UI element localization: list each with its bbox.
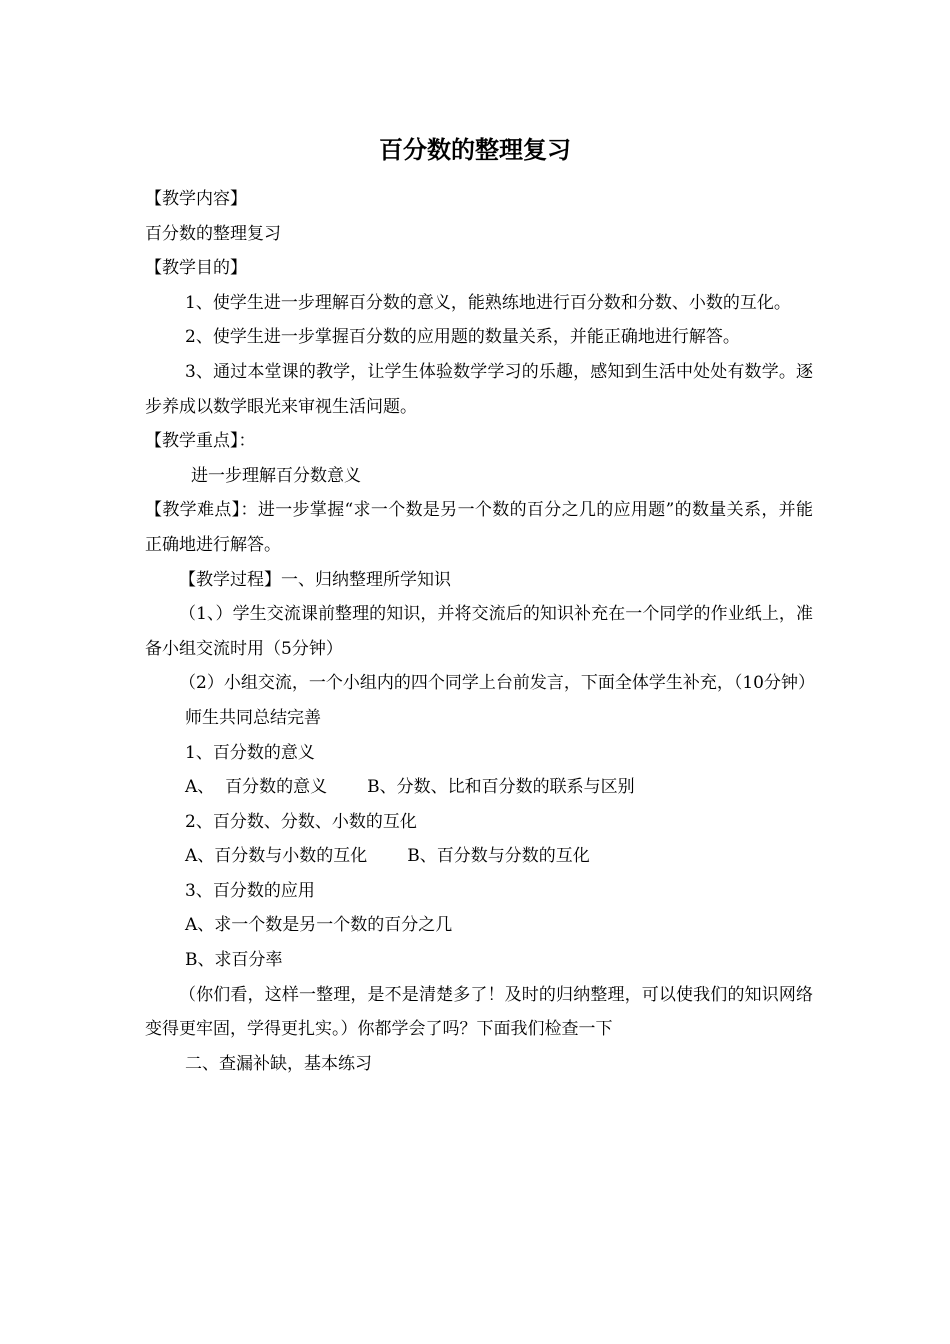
summary-item-3: 3、百分数的应用 [185,880,315,901]
key-points-text: 进一步理解百分数意义 [191,465,361,486]
summary-item-2: 2、百分数、分数、小数的互化 [185,811,417,832]
section-heading-content: 【教学内容】 [145,189,247,209]
summary-item-1-subs [145,770,813,805]
section-heading-practice: 二、查漏补缺，基本练习 [185,1053,372,1074]
process-step-2: （2）小组交流，一个小组内的四个同学上台前发言，下面全体学生补充，（10分钟） [179,673,815,694]
document-body [145,182,813,1081]
summary-item-2b: B、百分数与分数的互化 [407,846,590,867]
objective-3: 3、通过本堂课的教学，让学生体验数学学习的乐趣，感知到生活中处处有数学。逐步养成以数学眼光来审视生活问题。 [145,361,813,417]
section-heading-objectives: 【教学目的】 [145,258,247,279]
summary-item-1: 1、百分数的意义 [185,742,315,763]
process-step-1: （1、）学生交流课前整理的知识，并将交流后的知识补充在一个同学的作业纸上，准备小组交流时用（5分钟） [145,604,813,659]
summary-item-1a: A、 百分数的意义 [185,777,328,798]
summary-item-2a: A、百分数与小数的互化 [185,846,368,867]
objective-1: 1、使学生进一步理解百分数的意义，能熟练地进行百分数和分数、小数的互化。 [185,292,791,313]
closing-remark: （你们看，这样一整理，是不是清楚多了！及时的归纳整理，可以使我们的知识网络变得更牢固，学得更扎实。）你都学会了吗？下面我们检查一下 [145,984,813,1040]
summary-heading: 师生共同总结完善 [185,707,321,728]
section-heading-process: 【教学过程】一、归纳整理所学知识 [179,569,451,590]
section-heading-key-points: 【教学重点】： [145,431,256,452]
summary-item-2-subs [145,839,813,874]
summary-item-3a: A、求一个数是另一个数的百分之几 [185,915,453,936]
objective-2: 2、使学生进一步掌握百分数的应用题的数量关系，并能正确地进行解答。 [185,327,740,348]
content-text: 百分数的整理复习 [145,223,281,244]
document-title: 百分数的整理复习 [379,135,571,164]
summary-item-1b: B、分数、比和百分数的联系与区别 [367,777,635,798]
difficult-points-text: 【教学难点】：进一步掌握“求一个数是另一个数的百分之几的应用题”的数量关系，并能正确地进行解答。 [145,500,813,555]
summary-item-3b: B、求百分率 [185,950,283,971]
